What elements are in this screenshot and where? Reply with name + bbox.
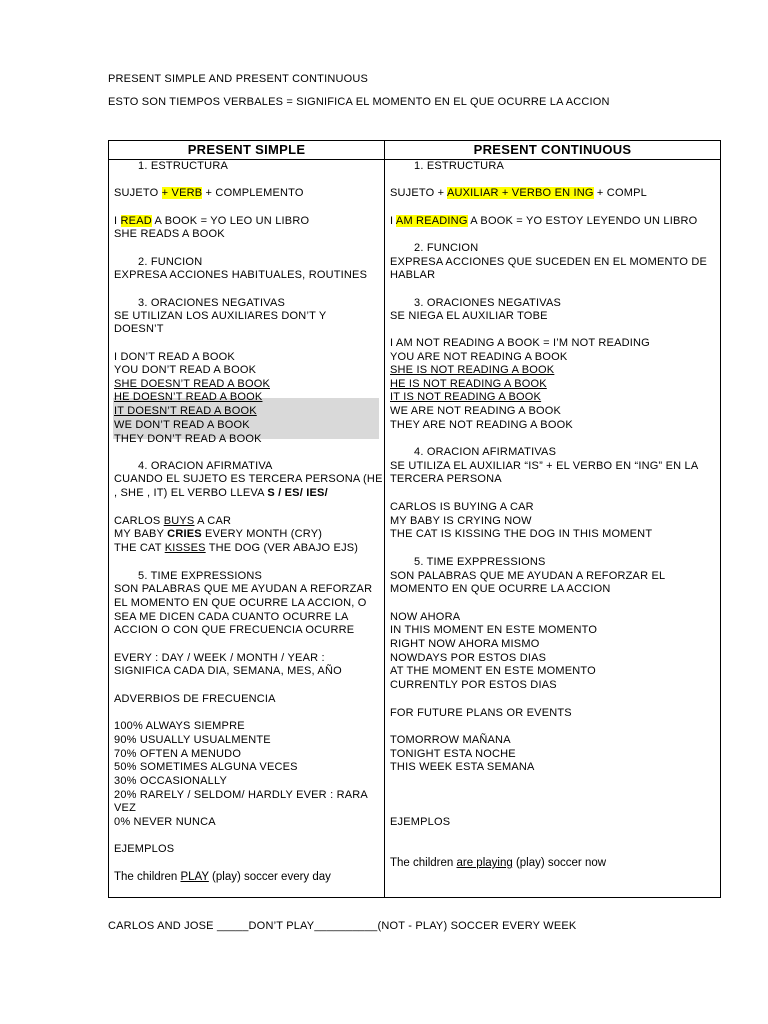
frequency-adverb: 70% OFTEN A MENUDO	[114, 748, 242, 760]
section-time-expressions: 5. TIME EXPRESSIONS	[138, 570, 263, 582]
frequency-adverb: 50% SOMETIMES ALGUNA VECES	[114, 761, 298, 773]
frequency-adverb: 100% ALWAYS SIEMPRE	[114, 720, 245, 732]
frequency-adverb: 0% NEVER NUNCA	[114, 816, 216, 828]
example-line: I READ A BOOK = YO LEO UN LIBRO	[114, 215, 310, 227]
present-simple-header: PRESENT SIMPLE	[109, 141, 385, 160]
examples-heading: EJEMPLOS	[114, 843, 175, 855]
frequency-adverb: 20% RARELY / SELDOM/ HARDLY EVER : RARA	[114, 789, 368, 801]
time-expression: THIS WEEK ESTA SEMANA	[390, 761, 535, 773]
text-line: EL MOMENTO EN QUE OCURRE LA ACCION, O	[114, 597, 367, 609]
affirmative-example: CARLOS IS BUYING A CAR	[390, 501, 534, 513]
affirmative-example: THE CAT IS KISSING THE DOG IN THIS MOMENT	[390, 528, 653, 540]
time-expression: NOW AHORA	[390, 611, 461, 623]
example-line: SHE READS A BOOK	[114, 228, 225, 240]
text-line: SE UTILIZA EL AUXILIAR “IS” + EL VERBO EN “ING” EN LA	[390, 460, 699, 472]
example-line: I AM READING A BOOK = YO ESTOY LEYENDO UN LIBRO	[390, 215, 698, 227]
affirmative-example: MY BABY CRIES EVERY MONTH (CRY)	[114, 528, 323, 540]
time-expression: TOMORROW MAÑANA	[390, 734, 511, 746]
section-affirmative: 4. ORACION AFIRMATIVA	[138, 460, 273, 472]
section-negatives: 3. ORACIONES NEGATIVAS	[414, 297, 562, 309]
structure-formula: SUJETO + AUXILIAR + VERBO EN ING + COMPL	[390, 187, 647, 199]
time-expression: TONIGHT ESTA NOCHE	[390, 748, 516, 760]
affirmative-example: THE CAT KISSES THE DOG (VER ABAJO EJS)	[114, 542, 359, 554]
text-line: HABLAR	[390, 269, 436, 281]
example-sentence: The children are playing (play) soccer now	[390, 857, 607, 869]
present-simple-column	[109, 160, 385, 898]
negative-example: YOU DON’T READ A BOOK	[114, 364, 257, 376]
frequency-adverb: VEZ	[114, 802, 136, 814]
negative-example: I AM NOT READING A BOOK = I’M NOT READING	[390, 337, 650, 349]
negative-example: WE DON’T READ A BOOK	[114, 419, 250, 431]
document-subtitle: ESTO SON TIEMPOS VERBALES = SIGNIFICA EL MOMENTO EN EL QUE OCURRE LA ACCION	[108, 96, 610, 108]
text-line: SIGNIFICA CADA DIA, SEMANA, MES, AÑO	[114, 665, 342, 677]
text-line: SON PALABRAS QUE ME AYUDAN A REFORZAR EL	[390, 570, 666, 582]
text-line: , SHE , IT) EL VERBO LLEVA S / ES/ IES/	[114, 487, 328, 499]
section-structure: 1. ESTRUCTURA	[138, 160, 228, 172]
section-affirmative: 4. ORACION AFIRMATIVAS	[414, 446, 557, 458]
text-line: EVERY : DAY / WEEK / MONTH / YEAR :	[114, 652, 325, 664]
exercise-line: CARLOS AND JOSE _____DON’T PLAY__________(NOT - PLAY) SOCCER EVERY WEEK	[108, 920, 577, 932]
negative-example: I DON’T READ A BOOK	[114, 351, 235, 363]
text-line: TERCERA PERSONA	[390, 473, 502, 485]
future-heading: FOR FUTURE PLANS OR EVENTS	[390, 707, 572, 719]
adverbs-heading: ADVERBIOS DE FRECUENCIA	[114, 693, 276, 705]
comparison-table	[108, 140, 721, 898]
text-line: CUANDO EL SUJETO ES TERCERA PERSONA (HE	[114, 473, 383, 485]
structure-formula: SUJETO + VERB + COMPLEMENTO	[114, 187, 304, 199]
time-expression: IN THIS MOMENT EN ESTE MOMENTO	[390, 624, 598, 636]
text-line: ACCION O CON QUE FRECUENCIA OCURRE	[114, 624, 355, 636]
time-expression: AT THE MOMENT EN ESTE MOMENTO	[390, 665, 596, 677]
negative-example: IT IS NOT READING A BOOK	[390, 391, 542, 403]
negative-example: YOU ARE NOT READING A BOOK	[390, 351, 568, 363]
frequency-adverb: 90% USUALLY USUALMENTE	[114, 734, 271, 746]
negative-example: SHE DOESN’T READ A BOOK	[114, 378, 270, 390]
section-negatives: 3. ORACIONES NEGATIVAS	[138, 297, 286, 309]
negative-example: THEY ARE NOT READING A BOOK	[390, 419, 573, 431]
present-continuous-header: PRESENT CONTINUOUS	[385, 141, 721, 160]
examples-heading: EJEMPLOS	[390, 816, 451, 828]
text-line: SE UTILIZAN LOS AUXILIARES DON’T Y	[114, 310, 327, 322]
section-function: 2. FUNCION	[138, 256, 203, 268]
text-line: SON PALABRAS QUE ME AYUDAN A REFORZAR	[114, 583, 373, 595]
document-title: PRESENT SIMPLE AND PRESENT CONTINUOUS	[108, 73, 369, 85]
section-time-expressions: 5. TIME EXPPRESSIONS	[414, 556, 546, 568]
affirmative-example: MY BABY IS CRYING NOW	[390, 515, 532, 527]
negative-example: HE IS NOT READING A BOOK	[390, 378, 547, 390]
text-line: SEA ME DICEN CADA CUANTO OCURRE LA	[114, 611, 349, 623]
text-line: EXPRESA ACCIONES HABITUALES, ROUTINES	[114, 269, 368, 281]
present-continuous-column	[385, 160, 721, 898]
negative-example: SHE IS NOT READING A BOOK	[390, 364, 555, 376]
text-line: SE NIEGA EL AUXILIAR TOBE	[390, 310, 548, 322]
section-structure: 1. ESTRUCTURA	[414, 160, 504, 172]
frequency-adverb: 30% OCCASIONALLY	[114, 775, 228, 787]
negative-example: WE ARE NOT READING A BOOK	[390, 405, 562, 417]
negative-example: THEY DON’T READ A BOOK	[114, 433, 262, 445]
text-line: DOESN’T	[114, 323, 164, 335]
negative-example: IT DOESN’T READ A BOOK	[114, 405, 257, 417]
text-line: MOMENTO EN QUE OCURRE LA ACCION	[390, 583, 611, 595]
section-function: 2. FUNCION	[414, 242, 479, 254]
affirmative-example: CARLOS BUYS A CAR	[114, 515, 232, 527]
time-expression: CURRENTLY POR ESTOS DIAS	[390, 679, 557, 691]
negative-example: HE DOESN’T READ A BOOK	[114, 391, 263, 403]
example-sentence: The children PLAY (play) soccer every day	[114, 871, 331, 883]
time-expression: RIGHT NOW AHORA MISMO	[390, 638, 540, 650]
time-expression: NOWDAYS POR ESTOS DIAS	[390, 652, 547, 664]
text-line: EXPRESA ACCIONES QUE SUCEDEN EN EL MOMENTO DE	[390, 256, 708, 268]
